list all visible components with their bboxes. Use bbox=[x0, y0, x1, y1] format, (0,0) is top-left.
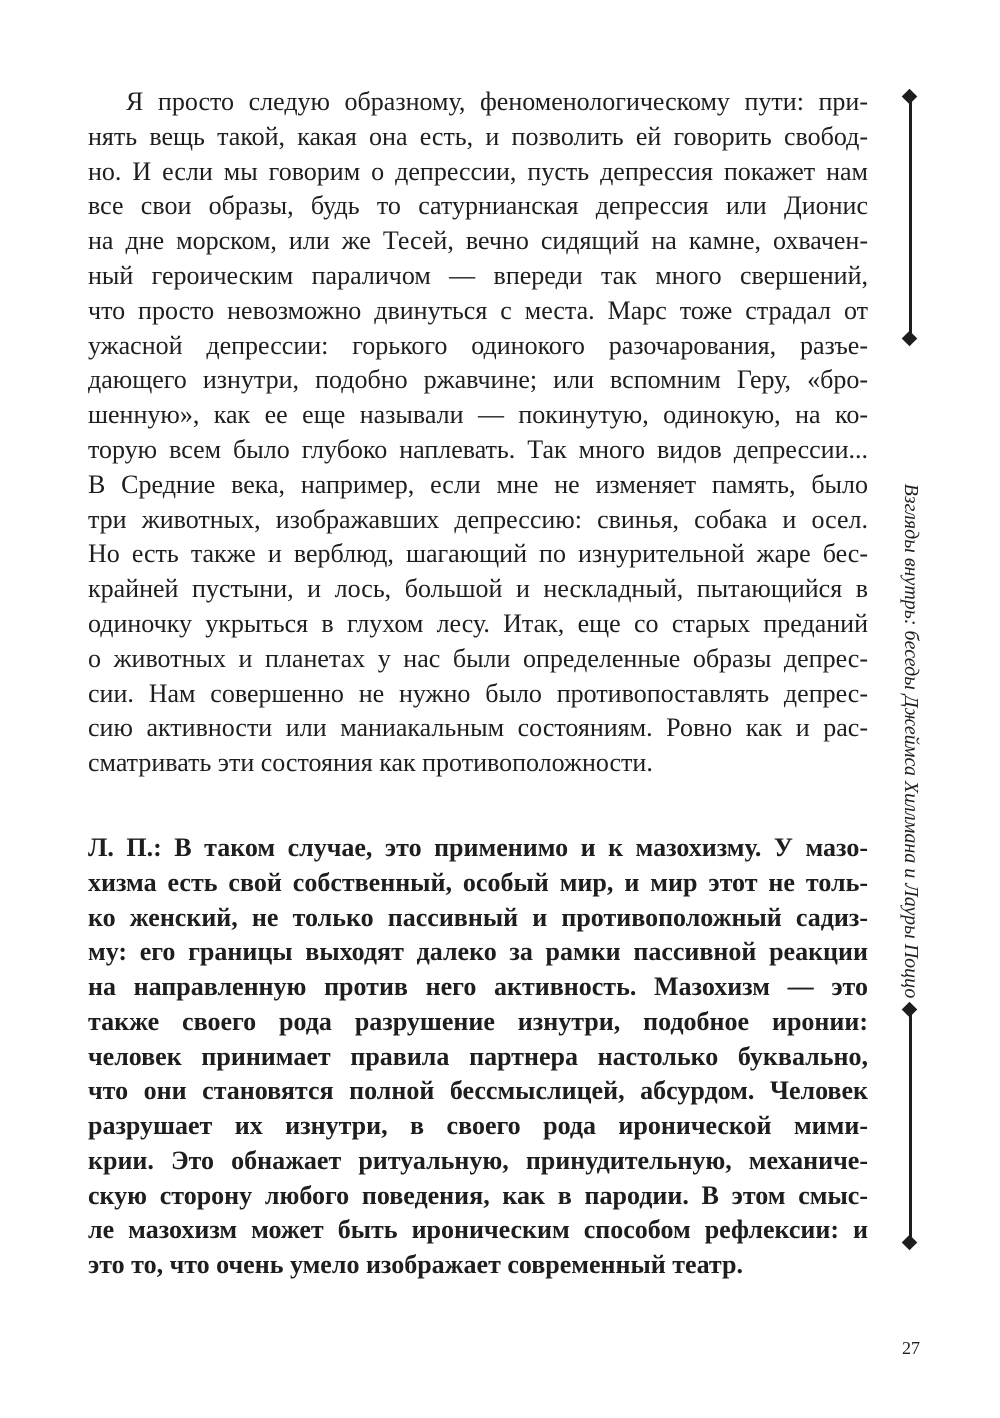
text-line: сии. Нам совершенно не нужно было противопоставлять депрес- bbox=[88, 678, 868, 708]
text-line: Но есть также и верблюд, шагающий по изнурительной жаре бес- bbox=[88, 539, 868, 569]
text-line: человек принимает правила партнера настолько буквально, bbox=[88, 1041, 868, 1071]
text-line: Л. П.: В таком случае, это применимо и к мазохизму. У мазо- bbox=[88, 833, 868, 862]
text-line: ный героическим параличом — впереди так много свершений, bbox=[88, 261, 868, 290]
text-line: му: его границы выходят далеко за рамки пассивной реакции bbox=[88, 937, 868, 967]
text-line: на дне морском, или же Тесей, вечно сидящий на камне, охвачен- bbox=[88, 226, 868, 256]
text-line: разрушает их изнутри, в своего рода иронической мими- bbox=[88, 1111, 868, 1140]
ornament-rule-bottom bbox=[909, 1011, 912, 1242]
text-line: ко женский, не только пассивный и противоположный садиз- bbox=[88, 902, 868, 932]
text-line: сию активности или маниакальным состояниям. Ровно как и рас- bbox=[88, 713, 868, 743]
text-line: сматривать эти состояния как противоположности. bbox=[88, 748, 653, 778]
text-line: Я просто следую образному, феноменологическому пути: при- bbox=[126, 87, 868, 116]
text-line: шенную», как ее еще называли — покинутую, одинокую, на ко- bbox=[88, 400, 868, 430]
text-line: все свои образы, будь то сатурнианская депрессия или Дионис bbox=[88, 191, 868, 221]
text-line: но. И если мы говорим о депрессии, пусть депрессия покажет нам bbox=[88, 156, 868, 186]
text-line: скую сторону любого поведения, как в пародии. В этом смыс- bbox=[88, 1180, 868, 1210]
text-line: дающего изнутри, подобно ржавчине; или вспомним Геру, «бро- bbox=[88, 365, 868, 395]
text-line: на направленную против него активность. Мазохизм — это bbox=[88, 972, 868, 1001]
text-line: крии. Это обнажает ритуальную, принудительную, механиче- bbox=[88, 1145, 868, 1175]
text-line: о животных и планетах у нас были определенные образы депрес- bbox=[88, 643, 868, 673]
running-head: Взгляды внутрь: беседы Джеймса Хиллмана и Лауры Поццо bbox=[900, 483, 922, 999]
text-line: три животных, изображавших депрессию: свинья, собака и осел. bbox=[88, 504, 868, 534]
text-line: что просто невозможно двинуться с места. Марс тоже страдал от bbox=[88, 295, 868, 325]
text-line: это то, что очень умело изображает современный театр. bbox=[88, 1250, 743, 1279]
text-line: также своего рода разрушение изнутри, подобное иронии: bbox=[88, 1006, 868, 1036]
text-line: одиночку укрыться в глухом лесу. Итак, еще со старых преданий bbox=[88, 609, 868, 638]
text-line: ужасной депрессии: горького одинокого разочарования, разъе- bbox=[88, 330, 868, 360]
text-line: торую всем было глубоко наплевать. Так много видов депрессии... bbox=[88, 435, 868, 464]
text-line: что они становятся полной бессмыслицей, абсурдом. Человек bbox=[88, 1076, 868, 1106]
text-line: В Средние века, например, если мне не изменяет память, было bbox=[88, 469, 868, 499]
text-line: нять вещь такой, какая она есть, и позволить ей говорить свобод- bbox=[88, 121, 868, 151]
text-line: ле мазохизм может быть ироническим способом рефлексии: и bbox=[88, 1215, 868, 1245]
text-line: хизма есть свой собственный, особый мир, и мир этот не толь- bbox=[88, 867, 868, 897]
text-line: крайней пустыни, и лось, большой и нескладный, пытающийся в bbox=[88, 574, 868, 604]
page-number: 27 bbox=[902, 1338, 920, 1358]
